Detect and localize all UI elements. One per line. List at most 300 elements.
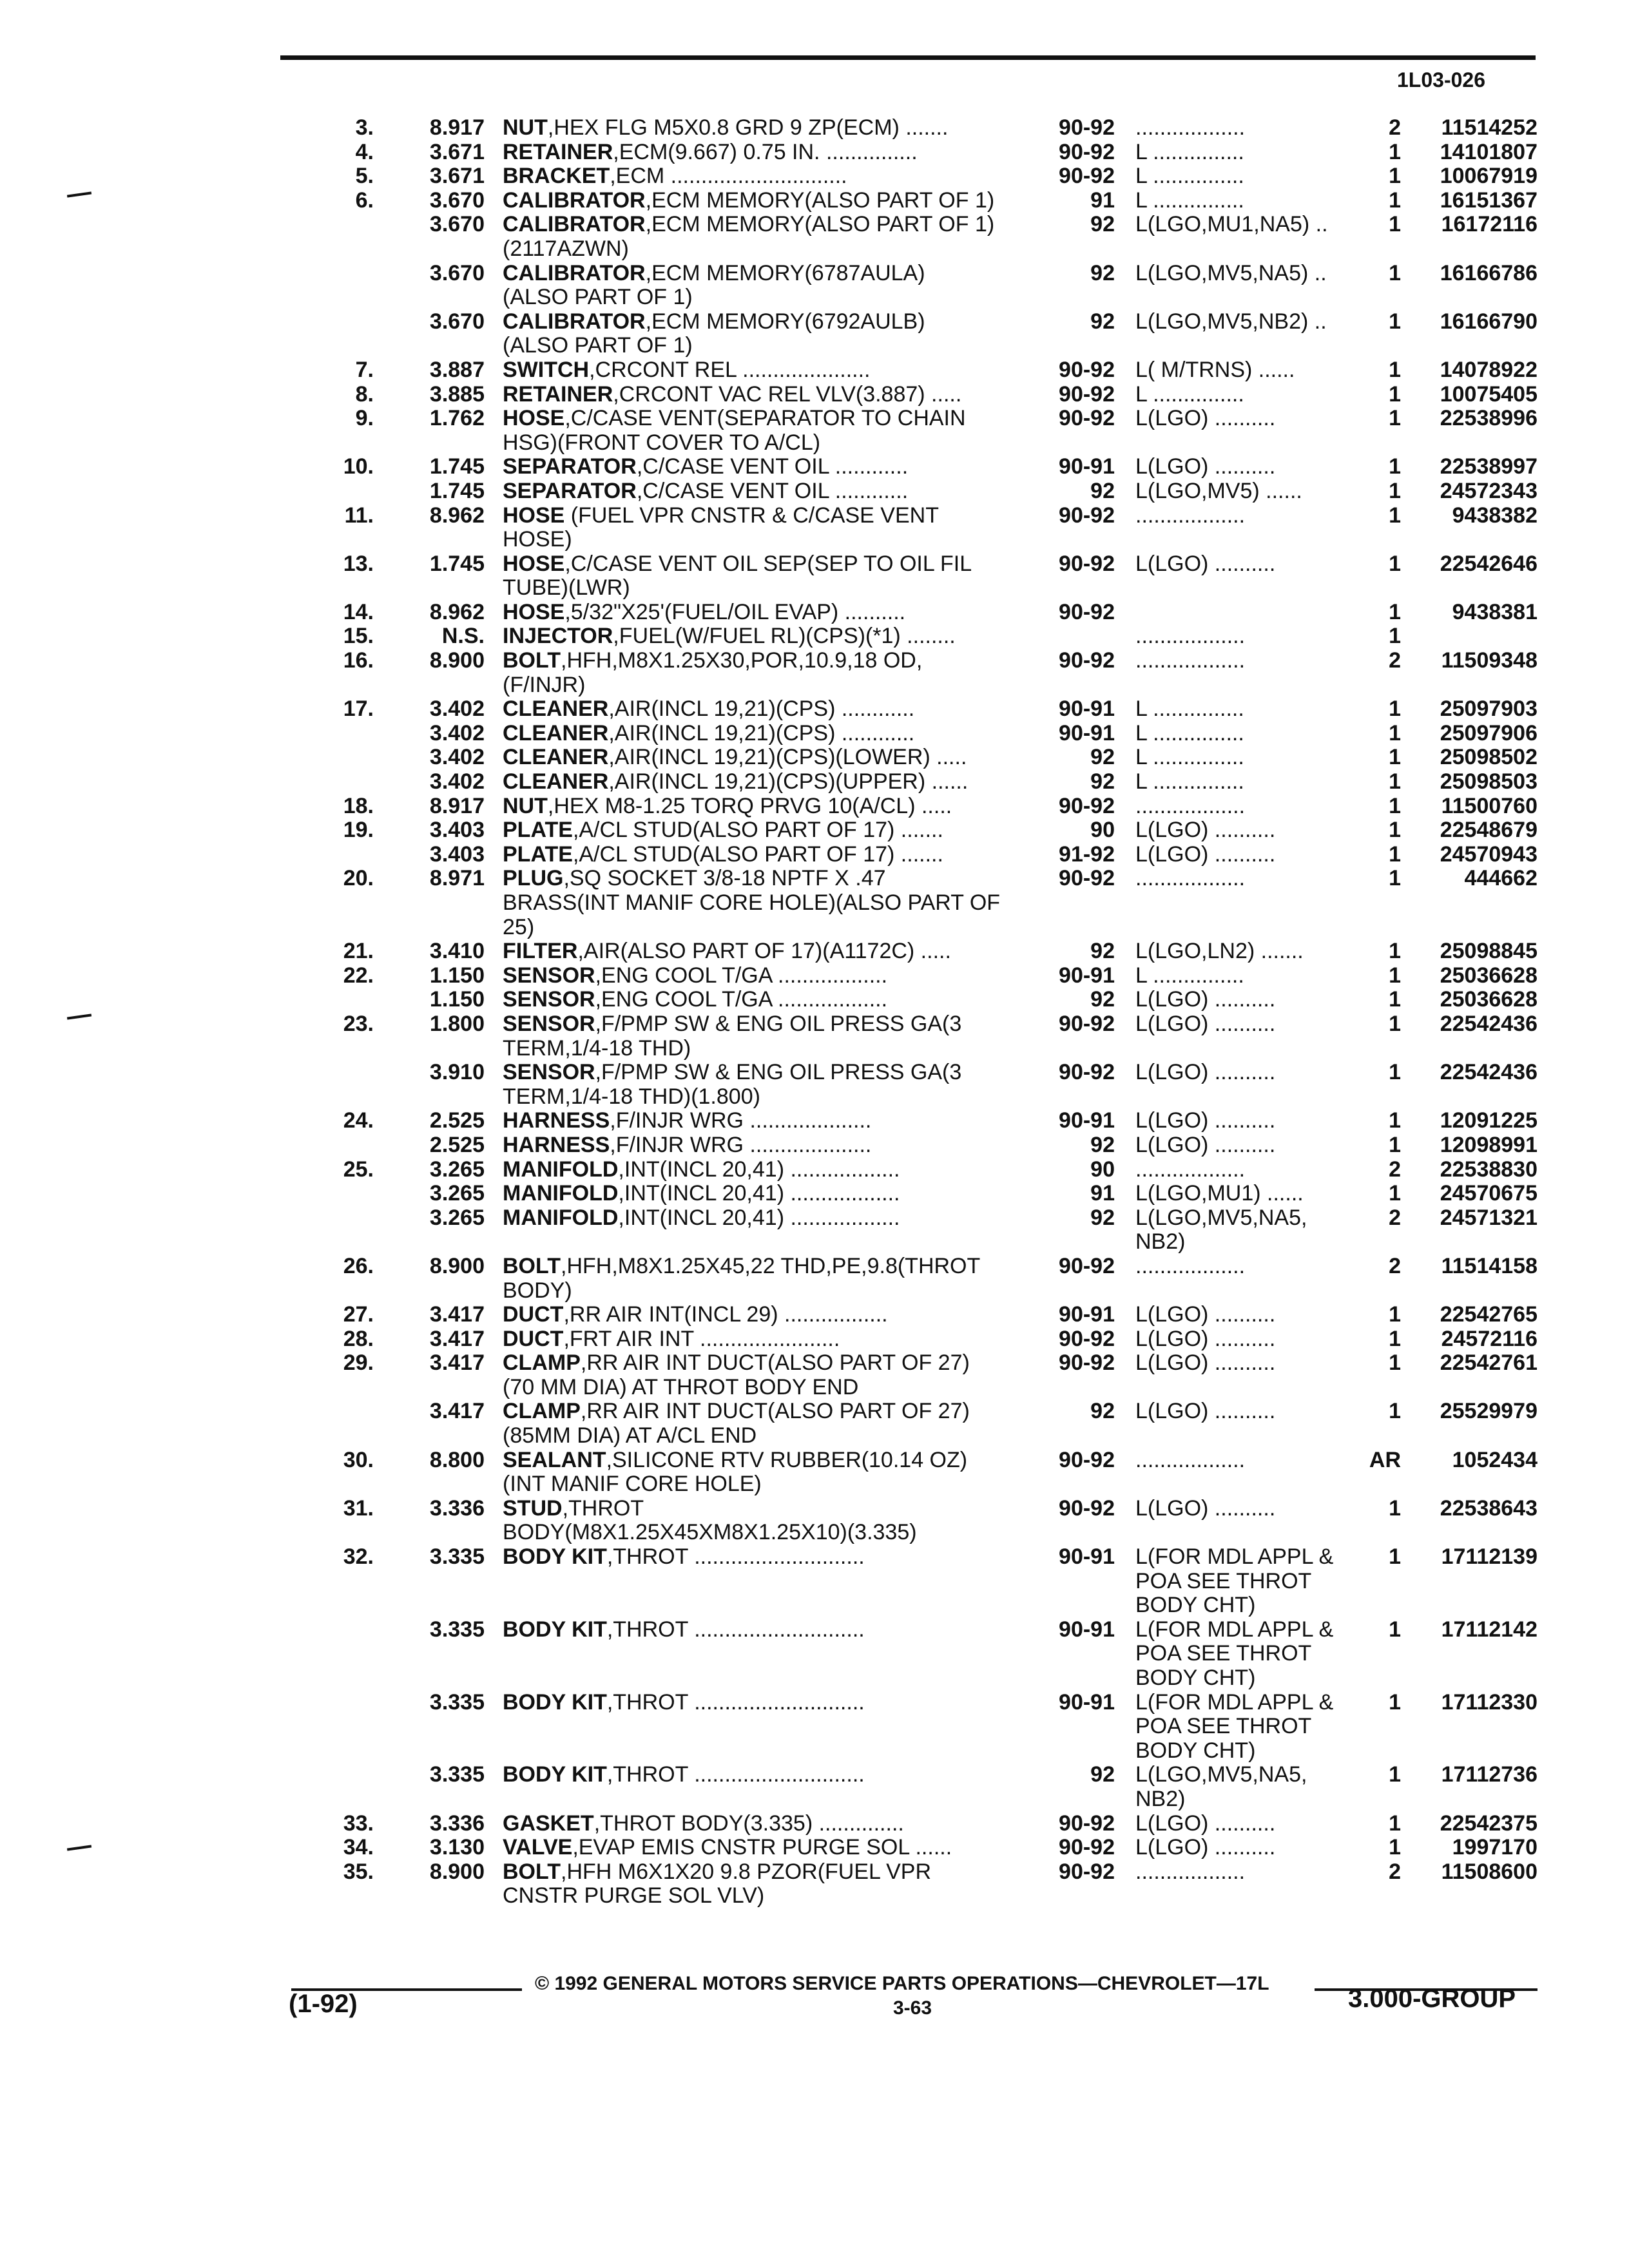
part-detail: ,ECM ............................. xyxy=(610,164,847,189)
parts-row xyxy=(0,1206,1629,1231)
parts-row xyxy=(0,649,1629,673)
parts-row xyxy=(0,576,1629,601)
group-number: 3.403 xyxy=(429,841,485,867)
quantity: 1 xyxy=(1389,406,1401,431)
part-description xyxy=(503,164,847,189)
part-name: CLAMP xyxy=(503,1399,581,1424)
part-description xyxy=(503,794,952,819)
part-name: HOSE xyxy=(503,599,565,624)
quantity: 1 xyxy=(1389,1108,1401,1133)
quantity: 1 xyxy=(1389,187,1401,213)
part-description xyxy=(503,1206,900,1231)
illustration-key: 23. xyxy=(343,1011,374,1036)
usage-code: L(LGO,MV5,NB2) .. xyxy=(1135,309,1327,334)
part-name: CLEANER xyxy=(503,697,609,722)
model-years: 90-92 xyxy=(1059,1350,1115,1376)
parts-row xyxy=(0,1230,1629,1254)
usage-code: L(LGO,MU1,NA5) .. xyxy=(1135,212,1328,237)
part-detail: ,INT(INCL 20,41) .................. xyxy=(618,1205,900,1230)
usage-code: .................. xyxy=(1135,866,1246,891)
illustration-key: 3. xyxy=(355,115,374,140)
usage-code: L(LGO,LN2) ....... xyxy=(1135,939,1304,964)
model-years: 92 xyxy=(1090,1399,1115,1424)
part-description xyxy=(503,1521,917,1545)
usage-code: L(FOR MDL APPL & xyxy=(1135,1544,1334,1570)
part-description xyxy=(503,140,918,165)
quantity: 1 xyxy=(1389,963,1401,988)
quantity: 1 xyxy=(1389,212,1401,237)
part-number: 17112736 xyxy=(1441,1762,1537,1787)
group-number: 3.910 xyxy=(429,1060,485,1085)
part-detail: (ALSO PART OF 1) xyxy=(503,285,693,310)
model-years: 92 xyxy=(1090,1132,1115,1157)
part-number: 25097906 xyxy=(1440,720,1537,745)
quantity: 1 xyxy=(1389,1835,1401,1860)
usage-code: L(LGO) .......... xyxy=(1135,1350,1276,1376)
quantity: 1 xyxy=(1389,793,1401,818)
part-detail: TERM,1/4-18 THD) xyxy=(503,1035,691,1061)
part-detail: ,THROT ............................ xyxy=(606,1762,865,1787)
group-number: 8.971 xyxy=(429,866,485,891)
quantity: 1 xyxy=(1389,1617,1401,1642)
illustration-key: 17. xyxy=(343,697,374,722)
illustration-key: 34. xyxy=(343,1835,374,1860)
illustration-key: 35. xyxy=(343,1859,374,1884)
parts-row xyxy=(0,1812,1629,1836)
part-description xyxy=(503,1109,871,1133)
part-detail: CNSTR PURGE SOL VLV) xyxy=(503,1883,765,1908)
part-description xyxy=(503,1836,952,1860)
group-number: 1.762 xyxy=(429,406,485,431)
part-description xyxy=(503,1351,970,1376)
part-name: BODY KIT xyxy=(503,1617,607,1642)
model-years: 90-91 xyxy=(1059,1617,1115,1642)
part-detail: ,A/CL STUD(ALSO PART OF 17) ....... xyxy=(572,818,943,843)
part-description xyxy=(503,189,994,213)
part-name: DUCT xyxy=(503,1326,564,1351)
usage-code: L(LGO,MV5,NA5) .. xyxy=(1135,260,1327,285)
part-name: SEALANT xyxy=(503,1447,606,1472)
part-detail: TERM,1/4-18 THD)(1.800) xyxy=(503,1084,760,1109)
part-number: 14078922 xyxy=(1440,357,1537,382)
parts-row xyxy=(0,1012,1629,1037)
parts-row xyxy=(0,818,1629,843)
part-description xyxy=(503,649,922,673)
part-number: 22542761 xyxy=(1440,1350,1537,1376)
part-detail: ,ENG COOL T/GA .................. xyxy=(595,987,888,1012)
part-description xyxy=(503,576,630,601)
group-number: 3.265 xyxy=(429,1157,485,1182)
group-number: 3.670 xyxy=(429,212,485,237)
part-name: SENSOR xyxy=(503,1011,595,1036)
part-description xyxy=(503,1860,931,1885)
group-number: 3.402 xyxy=(429,720,485,745)
quantity: 1 xyxy=(1389,1011,1401,1036)
parts-row xyxy=(0,1593,1629,1618)
part-name: INJECTOR xyxy=(503,624,613,649)
part-name: SWITCH xyxy=(503,357,590,382)
usage-code: L(LGO) .......... xyxy=(1135,1835,1276,1860)
usage-code: L(LGO) .......... xyxy=(1135,551,1276,576)
parts-row xyxy=(0,431,1629,456)
part-number: 25097903 xyxy=(1440,697,1537,722)
part-number: 12091225 xyxy=(1440,1108,1537,1133)
group-number: 8.900 xyxy=(429,648,485,673)
parts-row xyxy=(0,1715,1629,1739)
illustration-key: 20. xyxy=(343,866,374,891)
part-detail: (INT MANIF CORE HOLE) xyxy=(503,1472,762,1497)
part-detail: ,AIR(ALSO PART OF 17)(A1172C) ..... xyxy=(577,939,951,964)
group-number: 3.265 xyxy=(429,1181,485,1206)
part-number: 24572343 xyxy=(1440,478,1537,503)
part-detail: 25) xyxy=(503,914,535,939)
part-detail: (F/INJR) xyxy=(503,672,586,697)
usage-code: .................. xyxy=(1135,1859,1246,1884)
part-number: 24570675 xyxy=(1440,1181,1537,1206)
usage-code: L(LGO) .......... xyxy=(1135,406,1276,431)
quantity: AR xyxy=(1369,1447,1401,1472)
part-description xyxy=(503,1254,980,1279)
quantity: 1 xyxy=(1389,720,1401,745)
parts-row xyxy=(0,528,1629,552)
part-detail: ,ENG COOL T/GA .................. xyxy=(595,963,888,988)
part-description xyxy=(503,1012,961,1037)
part-description xyxy=(503,1182,900,1206)
parts-row xyxy=(0,1351,1629,1376)
part-name: SENSOR xyxy=(503,1060,595,1085)
model-years: 92 xyxy=(1090,212,1115,237)
quantity: 1 xyxy=(1389,1689,1401,1715)
parts-row xyxy=(0,407,1629,431)
part-name: BODY KIT xyxy=(503,1762,607,1787)
part-number: 12098991 xyxy=(1440,1132,1537,1157)
part-name: CLAMP xyxy=(503,1350,581,1376)
part-description xyxy=(503,745,967,770)
model-years: 90-92 xyxy=(1059,503,1115,528)
part-name: BOLT xyxy=(503,1859,561,1884)
quantity: 1 xyxy=(1389,599,1401,624)
model-years: 90-92 xyxy=(1059,406,1115,431)
quantity: 2 xyxy=(1389,1157,1401,1182)
part-description xyxy=(503,624,956,649)
part-name: DUCT xyxy=(503,1302,564,1327)
part-number: 25036628 xyxy=(1440,963,1537,988)
quantity: 1 xyxy=(1389,1811,1401,1836)
part-detail: ,F/PMP SW & ENG OIL PRESS GA(3 xyxy=(595,1060,962,1085)
model-years: 92 xyxy=(1090,745,1115,770)
group-number: 1.150 xyxy=(429,963,485,988)
usage-code: BODY CHT) xyxy=(1135,1738,1256,1763)
group-number: 3.130 xyxy=(429,1835,485,1860)
model-years: 90-92 xyxy=(1059,139,1115,164)
illustration-key: 14. xyxy=(343,599,374,624)
part-detail: ,HEX FLG M5X0.8 GRD 9 ZP(ECM) ....... xyxy=(547,115,949,140)
quantity: 1 xyxy=(1389,1132,1401,1157)
parts-row xyxy=(0,770,1629,794)
parts-row xyxy=(0,843,1629,867)
part-number: 22538830 xyxy=(1440,1157,1537,1182)
usage-code: .................. xyxy=(1135,1157,1246,1182)
parts-row xyxy=(0,334,1629,358)
quantity: 1 xyxy=(1389,1762,1401,1787)
part-detail: ,ECM MEMORY(ALSO PART OF 1) xyxy=(645,187,995,213)
usage-code: L(LGO) .......... xyxy=(1135,1495,1276,1521)
model-years: 90-92 xyxy=(1059,1811,1115,1836)
part-description xyxy=(503,1497,644,1521)
part-name: RETAINER xyxy=(503,139,613,164)
model-years: 90-92 xyxy=(1059,1253,1115,1278)
part-detail: ,AIR(INCL 19,21)(CPS) ............ xyxy=(608,720,915,745)
part-description xyxy=(503,213,994,237)
quantity: 1 xyxy=(1389,1495,1401,1521)
part-number: 24572116 xyxy=(1441,1326,1537,1351)
part-number: 17112142 xyxy=(1441,1617,1537,1642)
illustration-key: 16. xyxy=(343,648,374,673)
usage-code: L ............... xyxy=(1135,187,1244,213)
part-description xyxy=(503,939,951,964)
model-years: 90-92 xyxy=(1059,115,1115,140)
group-number: 3.417 xyxy=(429,1302,485,1327)
part-number: 22548679 xyxy=(1440,818,1537,843)
parts-row xyxy=(0,1303,1629,1327)
illustration-key: 19. xyxy=(343,818,374,843)
parts-row xyxy=(0,504,1629,528)
part-description xyxy=(503,1279,572,1303)
parts-row xyxy=(0,1860,1629,1885)
part-description xyxy=(503,988,887,1012)
part-name: HARNESS xyxy=(503,1132,610,1157)
parts-row xyxy=(0,1545,1629,1570)
model-years: 90-91 xyxy=(1059,963,1115,988)
part-name: SENSOR xyxy=(503,963,595,988)
model-years: 92 xyxy=(1090,1205,1115,1230)
illustration-key: 7. xyxy=(355,357,374,382)
part-name: CALIBRATOR xyxy=(503,187,646,213)
model-years: 90-91 xyxy=(1059,1108,1115,1133)
part-detail: ,HEX M8-1.25 TORQ PRVG 10(A/CL) ..... xyxy=(547,793,952,818)
usage-code: .................. xyxy=(1135,503,1246,528)
group-number: 3.335 xyxy=(429,1617,485,1642)
quantity: 1 xyxy=(1389,1326,1401,1351)
parts-row xyxy=(0,1787,1629,1812)
part-detail: ,F/INJR WRG .................... xyxy=(610,1108,872,1133)
part-name: NUT xyxy=(503,115,548,140)
part-number: 10075405 xyxy=(1440,381,1537,407)
group-number: 1.745 xyxy=(429,454,485,479)
parts-row xyxy=(0,601,1629,625)
quantity: 1 xyxy=(1389,164,1401,189)
group-number: 3.417 xyxy=(429,1350,485,1376)
usage-code: NB2) xyxy=(1135,1786,1186,1811)
model-years: 90-92 xyxy=(1059,793,1115,818)
parts-row xyxy=(0,891,1629,916)
parts-row xyxy=(0,189,1629,213)
group-number: 1.745 xyxy=(429,478,485,503)
group-number: 1.800 xyxy=(429,1011,485,1036)
part-description xyxy=(503,1037,691,1061)
group-number: 8.800 xyxy=(429,1447,485,1472)
part-detail: ,FRT AIR INT ....................... xyxy=(563,1326,840,1351)
part-detail: ,SQ SOCKET 3/8-18 NPTF X .47 xyxy=(563,866,886,891)
quantity: 1 xyxy=(1389,309,1401,334)
part-name: CALIBRATOR xyxy=(503,260,646,285)
parts-row xyxy=(0,1399,1629,1424)
quantity: 1 xyxy=(1389,503,1401,528)
parts-row xyxy=(0,722,1629,746)
model-years: 90-91 xyxy=(1059,720,1115,745)
part-number: 17112330 xyxy=(1441,1689,1537,1715)
usage-code: L(LGO) .......... xyxy=(1135,454,1276,479)
model-years: 90-92 xyxy=(1059,1447,1115,1472)
usage-code: L(LGO) .......... xyxy=(1135,1132,1276,1157)
part-detail: ,CRCONT VAC REL VLV(3.887) ..... xyxy=(613,381,962,407)
group-number: 3.670 xyxy=(429,187,485,213)
parts-row xyxy=(0,383,1629,407)
part-description xyxy=(503,504,939,528)
quantity: 2 xyxy=(1389,1205,1401,1230)
part-number: 22538997 xyxy=(1440,454,1537,479)
group-number: 3.335 xyxy=(429,1762,485,1787)
part-name: CLEANER xyxy=(503,720,609,745)
quantity: 2 xyxy=(1389,1859,1401,1884)
model-years: 92 xyxy=(1090,1762,1115,1787)
part-detail: BODY(M8X1.25X45XM8X1.25X10)(3.335) xyxy=(503,1520,917,1545)
part-description xyxy=(503,964,887,988)
quantity: 2 xyxy=(1389,648,1401,673)
part-number: 25529979 xyxy=(1440,1399,1537,1424)
group-number: N.S. xyxy=(441,624,485,649)
part-description xyxy=(503,843,943,867)
part-description xyxy=(503,310,925,334)
parts-row xyxy=(0,116,1629,140)
part-detail: BRASS(INT MANIF CORE HOLE)(ALSO PART OF xyxy=(503,890,1001,915)
part-number: 25098845 xyxy=(1440,939,1537,964)
part-name: NUT xyxy=(503,793,548,818)
page-id: 1L03-026 xyxy=(1397,68,1485,91)
part-detail: ,INT(INCL 20,41) .................. xyxy=(618,1181,900,1206)
part-detail: ,THROT BODY(3.335) .............. xyxy=(593,1811,904,1836)
model-years: 92 xyxy=(1090,939,1115,964)
usage-code: L ............... xyxy=(1135,381,1244,407)
part-description xyxy=(503,237,629,262)
group-number: 3.417 xyxy=(429,1399,485,1424)
parts-row xyxy=(0,1472,1629,1497)
part-description xyxy=(503,1424,757,1448)
quantity: 1 xyxy=(1389,1544,1401,1570)
illustration-key: 10. xyxy=(343,454,374,479)
part-description xyxy=(503,528,572,552)
quantity: 1 xyxy=(1389,1060,1401,1085)
quantity: 1 xyxy=(1389,745,1401,770)
part-description xyxy=(503,1061,961,1085)
part-detail: ,5/32"X25'(FUEL/OIL EVAP) .......... xyxy=(564,599,906,624)
quantity: 1 xyxy=(1389,769,1401,794)
parts-row xyxy=(0,1133,1629,1158)
part-number: 25036628 xyxy=(1440,987,1537,1012)
part-number: 11500760 xyxy=(1441,793,1537,818)
model-years: 92 xyxy=(1090,309,1115,334)
model-years: 90-91 xyxy=(1059,1689,1115,1715)
group-number: 8.962 xyxy=(429,599,485,624)
usage-code: L(LGO) .......... xyxy=(1135,841,1276,867)
group-number: 3.265 xyxy=(429,1205,485,1230)
part-number: 25098502 xyxy=(1440,745,1537,770)
parts-row xyxy=(0,1182,1629,1206)
part-detail: (85MM DIA) AT A/CL END xyxy=(503,1423,757,1448)
quantity: 1 xyxy=(1389,139,1401,164)
parts-row xyxy=(0,1424,1629,1448)
part-number: 22542436 xyxy=(1440,1060,1537,1085)
part-name: HOSE xyxy=(503,551,565,576)
part-name: RETAINER xyxy=(503,381,613,407)
part-detail: ,INT(INCL 20,41) .................. xyxy=(618,1157,900,1182)
part-detail: ,ECM MEMORY(6787AULA) xyxy=(645,260,925,285)
part-name: HOSE xyxy=(503,503,565,528)
usage-code: L(LGO) .......... xyxy=(1135,987,1276,1012)
quantity: 2 xyxy=(1389,1253,1401,1278)
usage-code: BODY CHT) xyxy=(1135,1666,1256,1690)
parts-row xyxy=(0,939,1629,964)
part-name: BODY KIT xyxy=(503,1689,607,1715)
quantity: 1 xyxy=(1389,1302,1401,1327)
parts-row xyxy=(0,1618,1629,1642)
model-years: 90-92 xyxy=(1059,648,1115,673)
part-description xyxy=(503,1133,871,1158)
parts-row xyxy=(0,1884,1629,1908)
quantity: 1 xyxy=(1389,260,1401,285)
parts-row xyxy=(0,1061,1629,1085)
illustration-key: 31. xyxy=(343,1495,374,1521)
part-number: 11514158 xyxy=(1441,1253,1537,1278)
model-years: 92 xyxy=(1090,769,1115,794)
model-years: 91 xyxy=(1090,187,1115,213)
usage-code: L ............... xyxy=(1135,745,1244,770)
part-detail: ,C/CASE VENT OIL ............ xyxy=(636,478,909,503)
quantity: 1 xyxy=(1389,478,1401,503)
illustration-key: 28. xyxy=(343,1326,374,1351)
illustration-key: 21. xyxy=(343,939,374,964)
model-years: 92 xyxy=(1090,260,1115,285)
part-name: MANIFOLD xyxy=(503,1157,619,1182)
footer-date-code: (1-92) xyxy=(289,1990,358,2018)
usage-code: L(LGO) .......... xyxy=(1135,818,1276,843)
model-years: 90-92 xyxy=(1059,164,1115,189)
part-detail: ,RR AIR INT(INCL 29) ................. xyxy=(563,1302,888,1327)
part-name: CLEANER xyxy=(503,745,609,770)
group-number: 3.402 xyxy=(429,745,485,770)
model-years: 90-91 xyxy=(1059,697,1115,722)
part-number: 9438382 xyxy=(1452,503,1537,528)
part-name: BOLT xyxy=(503,648,561,673)
quantity: 1 xyxy=(1389,1399,1401,1424)
usage-code: POA SEE THROT xyxy=(1135,1714,1312,1739)
model-years: 90-92 xyxy=(1059,599,1115,624)
quantity: 1 xyxy=(1389,551,1401,576)
part-description xyxy=(503,1618,865,1642)
model-years: 90-92 xyxy=(1059,1835,1115,1860)
part-name: SEPARATOR xyxy=(503,454,637,479)
usage-code: .................. xyxy=(1135,1447,1246,1472)
group-number: 2.525 xyxy=(429,1108,485,1133)
model-years: 90-92 xyxy=(1059,1060,1115,1085)
part-description xyxy=(503,722,914,746)
part-detail: ,AIR(INCL 19,21)(CPS)(UPPER) ...... xyxy=(608,769,969,794)
part-description xyxy=(503,1303,888,1327)
group-number: 8.900 xyxy=(429,1253,485,1278)
part-detail: ,C/CASE VENT OIL ............ xyxy=(636,454,909,479)
model-years: 90-92 xyxy=(1059,1859,1115,1884)
parts-row xyxy=(0,164,1629,189)
